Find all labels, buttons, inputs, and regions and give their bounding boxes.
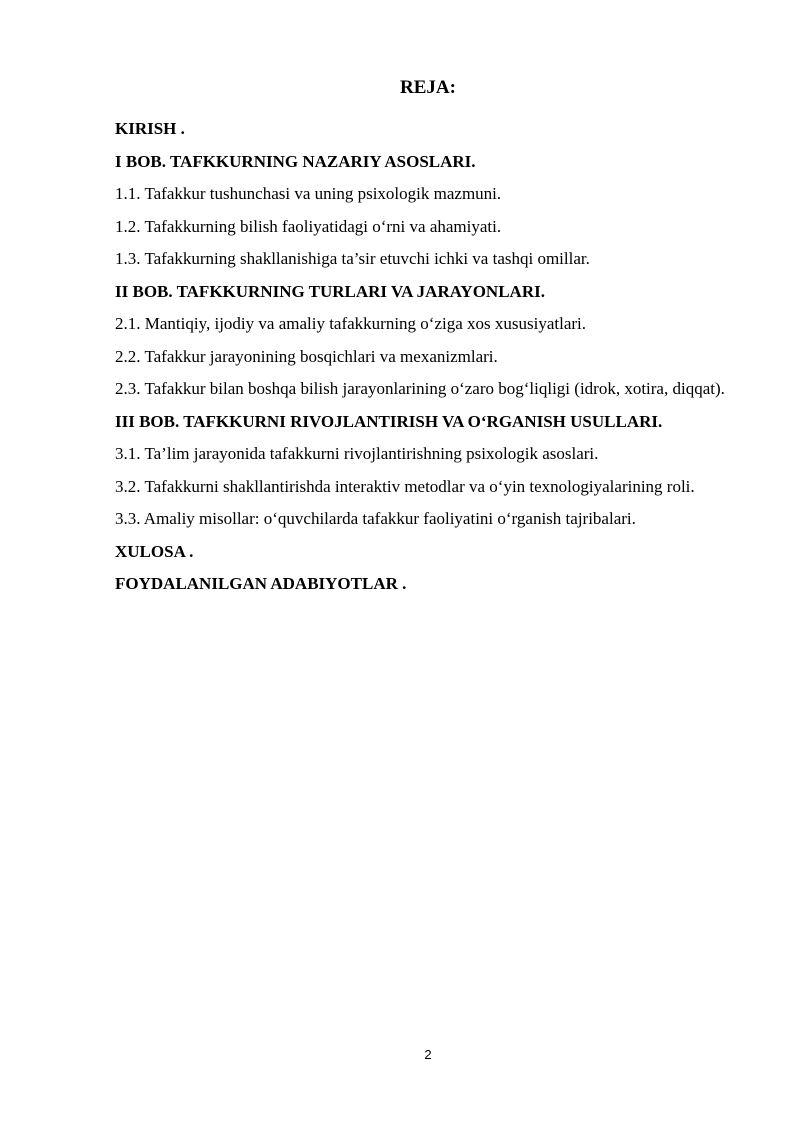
toc-chapter-2: II BOB. TAFKKURNING TURLARI VA JARAYONLARI.	[115, 281, 545, 301]
toc-section-3-1: 3.1. Ta’lim jarayonida tafakkurni rivojlantirishning psixologik asoslari.	[115, 444, 599, 463]
toc-section-1-1: 1.1. Tafakkur tushunchasi va uning psixologik mazmuni.	[115, 184, 502, 203]
toc-chapter-3: III BOB. TAFKKURNI RIVOJLANTIRISH VA O‘RGANISH USULLARI.	[115, 411, 663, 431]
toc-section-3-3: 3.3. Amaliy misollar: o‘quvchilarda tafakkur faoliyatini o‘rganish tajribalari.	[115, 509, 636, 528]
toc-section-1-3: 1.3. Tafakkurning shakllanishiga ta’sir etuvchi ichki va tashqi omillar.	[115, 249, 590, 268]
toc-references: FOYDALANILGAN ADABIYOTLAR .	[115, 574, 407, 593]
toc-intro: KIRISH .	[115, 119, 185, 138]
toc-section-2-2: 2.2. Tafakkur jarayonining bosqichlari va mexanizmlari.	[115, 346, 498, 366]
toc-section-1-2: 1.2. Tafakkurning bilish faoliyatidagi o‘rni va ahamiyati.	[115, 216, 502, 236]
toc-section-2-3: 2.3. Tafakkur bilan boshqa bilish jarayonlarining o‘zaro bog‘liqligi (idrok, xotira, diqqat).	[115, 379, 725, 398]
toc-section-3-2: 3.2. Tafakkurni shakllantirishda interaktiv metodlar va o‘yin texnologiyalarining roli.	[115, 476, 695, 496]
toc-conclusion: XULOSA .	[115, 541, 194, 561]
toc-section-2-1: 2.1. Mantiqiy, ijodiy va amaliy tafakkurning o‘ziga xos xususiyatlari.	[115, 314, 587, 333]
page-title: REJA:	[400, 77, 456, 98]
toc-chapter-1: I BOB. TAFKKURNING NAZARIY ASOSLARI.	[115, 151, 476, 171]
page-number: 2	[424, 1047, 432, 1062]
table-of-contents	[115, 113, 733, 601]
